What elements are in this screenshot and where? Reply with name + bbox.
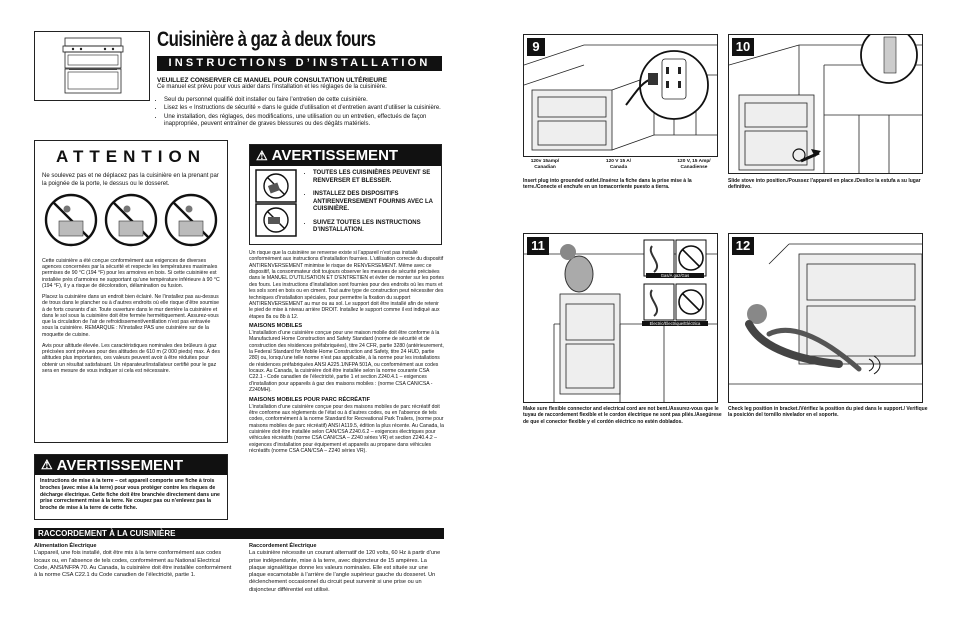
middle-column	[249, 250, 444, 454]
step-number: 11	[527, 237, 549, 255]
intro-block	[157, 77, 447, 130]
step-9-caption: Insert plug into grounded outlet./Insérez la fiche dans la prise mise à la terre./Conecte el enchufe en un tomacorriente puesto a tierra.	[523, 178, 692, 191]
warning-items	[304, 170, 441, 240]
grounding-warning-text: Instructions de mise à la terre – cet appareil comporte une fiche à trois broches (avec mise à la terre) pour vous protéger contre les risques de décharge électrique. Cette fiche doit être branchée directement dans une prise correctement mise à la terre. Ne coupez pas ou n’enlevez pas la broche de mise à la terre de cette fiche.	[40, 478, 220, 511]
warning-item: • INSTALLEZ DES DISPOSITIFS ANTIRENVERSEMENT FOURNIS AVEC LA CUISINIÈRE.	[313, 191, 441, 214]
outlet-plug-illustration	[524, 35, 717, 156]
step-9-panel	[523, 34, 718, 157]
page-title: Cuisinière à gaz à deux fours	[157, 28, 376, 51]
power-supply-heading: Alimentation Électrique	[34, 543, 97, 549]
rv-parks-heading: MAISONS MOBILES POUR PARC RÉCRÉATIF	[249, 396, 370, 403]
intro-text: Ce manuel est prévu pour vous aider dans l’installation et les réglages de la cuisinière.	[157, 84, 387, 90]
electrical-connection-heading: Raccordement Électrique	[249, 543, 317, 549]
warning-item: • TOUTES LES CUISINIÈRES PEUVENT SE RENVERSER ET BLESSER.	[313, 170, 441, 185]
tipover-hazard-icons	[250, 166, 304, 240]
step-9-outlet-labels	[523, 159, 718, 171]
attention-heading: ATTENTION	[55, 147, 206, 166]
gas-tag: Gas/À gaz/Gas	[646, 273, 704, 278]
power-supply-section	[34, 543, 234, 579]
step-12-panel	[728, 233, 923, 403]
tipover-paragraph: Un risque que la cuisinière se renverse existe si l’appareil n’est pas installé conformément aux instructions d’installation fournies. L’utilisation correcte du dispositif ANTIRENVERSEMENT minimise le risque de RENVERSEMENT. Même avec ce dispositif, la consommateur doit toujours observer les mesures de sécurité précisées dans le MANUEL D’UTILISATION ET D’ENTRETIEN et éviter de monter sur les portes des fours. Les instructions d’installation sont fournies pour des endroits où les murs et les sols sont en bois ou en ciment. Tout autre type de construction peut nécessiter des techniques d’installation spéciales, pour permettre la fixation du support ANTIRENVERSEMENT au mur ou au sol. Le support doit être installé afin de retenir le pied de mise à niveau arrière DROIT. Installez le support comme il est indiqué aux étapes 8a ou 8b à 12.	[249, 250, 444, 320]
connector-check-illustration	[524, 234, 717, 402]
intro-bullets	[157, 97, 447, 129]
step-12-caption: Check leg position in bracket./Vérifiez la position du pied dans le support./ Verifique la posición del tornillo nivelador en el soporte.	[728, 406, 928, 419]
attention-box	[34, 140, 228, 443]
keep-manual-notice: VEUILLEZ CONSERVER CE MANUEL POUR CONSULTATION ULTÉRIEURE	[157, 77, 388, 84]
installation-banner: INSTRUCTIONS D’INSTALLATION	[157, 56, 442, 71]
intro-bullet: • Une installation, des réglages, des modifications, une utilisation ou un entretien, effectués de façon inappropriée, peuvent entraîner de graves blessures ou des dégâts matériels.	[164, 114, 447, 129]
warning-heading: AVERTISSEMENT	[271, 147, 399, 164]
step-number: 12	[732, 237, 754, 255]
stove-thumbnail	[34, 31, 150, 101]
grounding-warning-header	[35, 455, 227, 475]
step-number: 10	[732, 38, 754, 56]
power-supply-text: L’appareil, une fois installé, doit être mis à la terre conformément aux codes locaux ou, en l’absence de tels codes, conformément au National Electrical Code, ANSI/NFPA 70. Au Canada, la cuisinière doit être installée conformément à la norme CSA C22.1 du Code canadien de l’électricité, partie 1.	[34, 550, 232, 579]
slide-stove-illustration	[729, 35, 922, 173]
mobile-homes-heading: MAISONS MOBILES	[249, 322, 303, 329]
grounding-warning-heading: AVERTISSEMENT	[56, 456, 184, 474]
electrical-connection-text: La cuisinière nécessite un courant alternatif de 120 volts, 60 Hz à partir d’une prise indépendante, mise à la terre, avec disjoncteur de 15 ampères. La plaque signalétique donne les valeurs nominales. Elle est située sur une plaque escamotable à l’arrière de l’angle supérieur gauche du dosseret. Un déclenchement occasionnel du circuit peut survenir si une prise ou un disjoncteur différentiel est utilisé.	[249, 550, 441, 593]
attention-para-3: Avis pour altitude élevée. Les caractéristiques nominales des brûleurs à gaz précisées sont prévues pour des altitudes de 610 m (2 000 pieds) max. À des altitudes plus importantes, ces valeurs peuvent avoir à être réduites pour obtenir un résultat satisfaisant. Un réparateur/installateur certifié pour le gaz sera en mesure de vous indiquer si cela est nécessaire.	[42, 342, 220, 374]
electric-tag: Electric/Électrique/Eléctrica	[642, 321, 708, 326]
attention-lead: Ne soulevez pas et ne déplacez pas la cuisinière en la prenant par la poignée de la porte, le dessus ou le dosseret.	[42, 173, 219, 187]
outlet-label-us: 120v 15amp/ Canadian	[530, 159, 560, 170]
warning-triangle-icon: ⚠	[41, 457, 53, 472]
step-11-caption: Make sure flexible connector and electrical cord are not bent./Assurez-vous que le tuyau de raccordement flexible et le cordon électrique ne sont pas pliés./Asegúrese de que el conector flexible y el cordón eléctrico no estén doblados.	[523, 406, 722, 425]
rv-parks-text: L’installation d’une cuisinière conçue pour des maisons mobiles de parc récréatif doit être conforme aux règlements de l’état ou à d’autres codes, ou en l’absence de tels codes, conformément à la norme Standard for Recreational Park Trailers, (norme pour maisons mobiles de parc récréatif) ANSI A119.5, édition la plus récente. Au Canada, la cuisinière doit être installée selon CAN/CSA Z240.6.2 – exigences électriques pour véhicules récréatifs (norme CSA CAN/CSA – Z240 séries VR) et section Z240.4.2 – exigences d’installation pour équipement et appareils au propane dans véhicules récréatifs (norme CSA CAN/CSA – Z240 séries VR).	[249, 403, 444, 455]
double-oven-range-illustration	[35, 32, 149, 100]
outlet-label-es: 120 V, 15 Amp/ Canadiense	[677, 159, 711, 170]
intro-bullet: • Lisez les « Instructions de sécurité » dans le guide d’utilisation et d’entretien avant d’utiliser la cuisinière.	[164, 105, 447, 113]
warning-box-tipover	[249, 144, 442, 245]
intro-bullet: • Seul du personnel qualifié doit installer ou faire l’entretien de cette cuisinière.	[164, 97, 447, 105]
attention-para-1: Cette cuisinière a été conçue conformément aux exigences de diverses agences concernées par la sécurité et respecte les températures maximales permises de 90 °C (194 °F) pour les armoires en bois. Si cette cuisinière est installée près d’armoires ne supportant qu’une température inférieure à 90 °C (194 °F), il y a risque de décoloration, délamination ou fusion.	[42, 258, 220, 289]
electrical-connection-section	[249, 543, 444, 594]
warning-header	[250, 145, 441, 166]
warning-box-grounding	[34, 454, 228, 520]
outlet-label-canada: 120 V 15 A/ Canada	[605, 159, 632, 170]
step-11-panel	[523, 233, 718, 403]
leg-bracket-check-illustration	[729, 234, 922, 402]
connection-banner: RACCORDEMENT À LA CUISINIÈRE	[34, 528, 444, 539]
mobile-homes-text: L’installation d’une cuisinière conçue pour une maison mobile doit être conforme à la Manufactured Home Construction and Safety Standard (norme de sécurité et de construction des résidences préfabriquées), titre 24 CFR, partie 3280 (antérieurement, la Federal Standard for Mobile Home Construction and Safety, titre 24 HUD, partie 280) ou, lorsqu’une telle norme n’est pas applicable, à la norme pour les installations de résidences préfabriquées ANSI A225.1/NFPA 501A, ou conformément aux codes locaux. Au Canada, la cuisinière doit être installée selon la norme courante CSA C22.1 - Code canadien de l’électricité, partie 1 et section Z240.4.1 – exigences d’installation pour appareils à gaz des maisons mobiles : (norme CSA CAN/CSA - Z240MH).	[249, 329, 444, 394]
step-number: 9	[527, 38, 545, 56]
attention-para-2: Placez la cuisinière dans un endroit bien éclairé. Ne l’installez pas au-dessus de trous dans le plancher ou à d’autres endroits où elle risque d’être soumise à de forts courants d’air. Toute ouverture dans le mur derrière la cuisinière et dans le sol sous la cuisinière doit être fermée hermétiquement. Assurez-vous que la circulation de l’air de refroidissement/ventilation n’est pas entravée sous la cuisinière. REMARQUE : N’installez PAS une cuisinière sur de la moquette de cuisine.	[42, 294, 220, 338]
warning-triangle-icon: ⚠	[256, 147, 268, 163]
step-10-panel	[728, 34, 923, 174]
warning-item: • SUIVEZ TOUTES LES INSTRUCTIONS D’INSTALLATION.	[313, 220, 441, 235]
step-10-caption: Slide stove into position./Poussez l’appareil en place./Deslice la estufa a su lugar definitivo.	[728, 178, 921, 191]
no-lift-prohibition-icons	[42, 191, 220, 249]
